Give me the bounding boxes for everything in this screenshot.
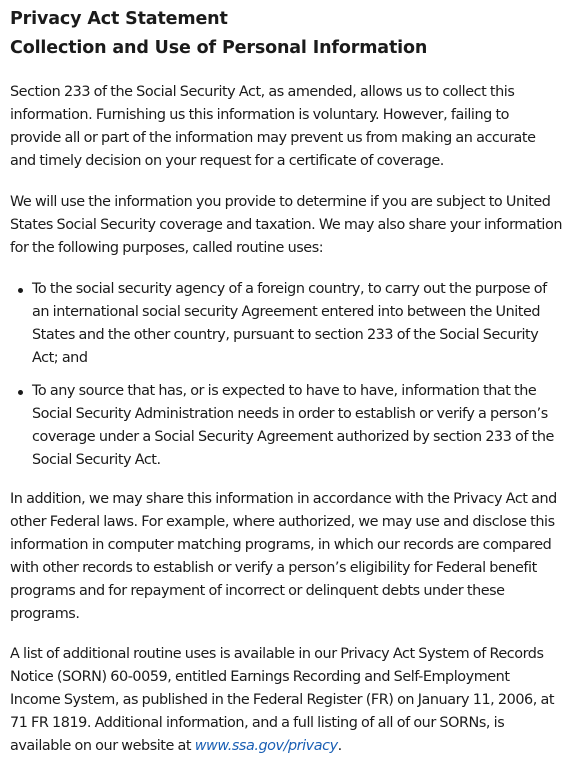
page-subtitle: Collection and Use of Personal Information	[10, 38, 428, 58]
list-item	[32, 278, 562, 370]
authority-paragraph: Section 233 of the Social Security Act, as amended, allows us to collect this information. Furnishing us this information is voluntary. However, failing to provide all or part of the information may prevent us from making an accurate and timely decision on your request for a certificate of coverage.	[10, 84, 536, 169]
privacy-website-link[interactable]: www.ssa.gov/privacy	[194, 738, 338, 754]
purpose-paragraph: We will use the information you provide to determine if you are subject to United States Social Security coverage and taxation. We may also share your information for the following purposes, called routine uses:	[10, 194, 563, 256]
list-item	[32, 380, 562, 472]
sorn-paragraph-end: .	[337, 738, 342, 754]
sorn-paragraph	[10, 643, 562, 758]
sharing-paragraph: In addition, we may share this information in accordance with the Privacy Act and other Federal laws. For example, where authorized, we may use and disclose this information in computer matching programs, in which our records are compared with other records to establish or verify a person’s eligibility for Federal benefit programs and for repayment of incorrect or delinquent debts under these programs.	[10, 491, 557, 622]
bullet-icon	[18, 288, 23, 293]
sorn-paragraph-text: A list of additional routine uses is available in our Privacy Act System of Records Notice (SORN) 60-0059, entitled Earnings Recording and Self-Employment Income System, as published in the Federal Register (FR) on January 11, 2006, at 71 FR 1819. Additional information, and a full listing of all of our SORNs, is available on our website at	[10, 646, 555, 754]
list-item-text: To any source that has, or is expected to have to have, information that the Social Security Administration needs in order to establish or verify a person’s coverage under a Social Security Agreement authorized by section 233 of the Social Security Act.	[32, 383, 554, 468]
list-item-text: To the social security agency of a foreign country, to carry out the purpose of an international social security Agreement entered into between the United States and the other country, pursuant to section 233 of the Social Security Act; and	[32, 281, 547, 366]
bullet-icon	[18, 390, 23, 395]
page-title: Privacy Act Statement	[10, 9, 228, 29]
routine-uses-list	[10, 278, 562, 472]
